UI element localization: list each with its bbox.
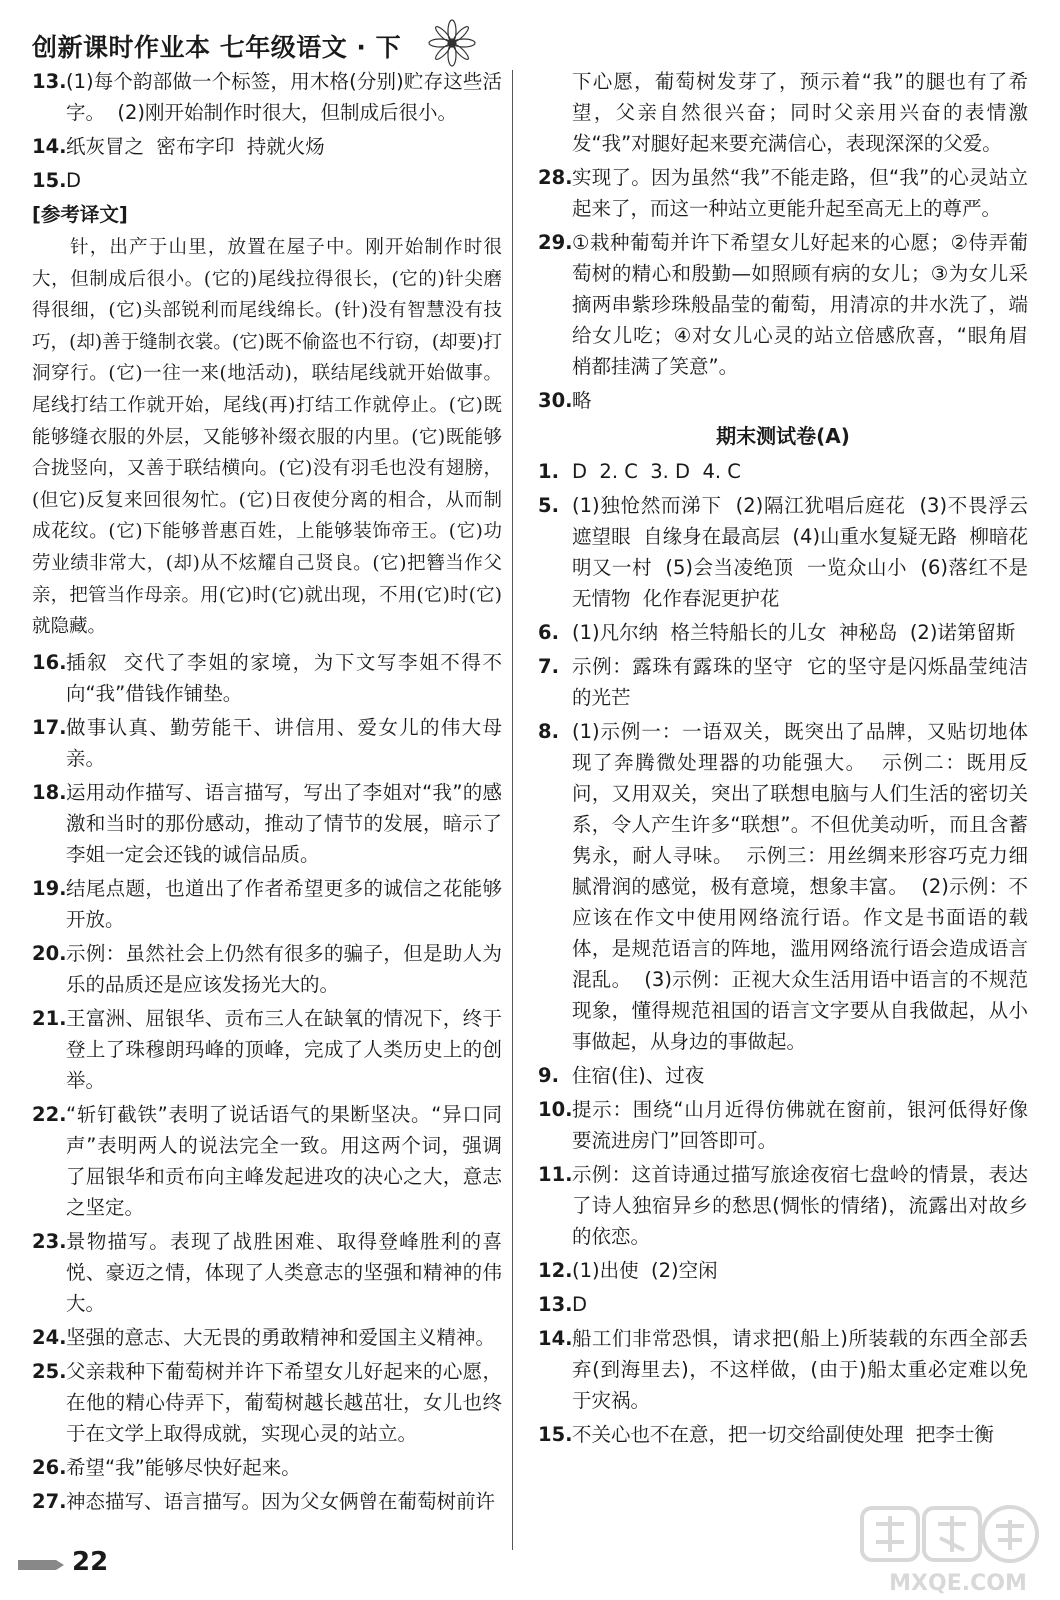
page-number: 22 [72,1547,109,1577]
answer-text: D 2. C 3. D 4. C [572,460,741,483]
answer-text: 纸灰冒之 密布字印 持就火炀 [66,135,325,158]
answer-number: 17. [32,715,67,739]
answer-text: 实现了。因为虽然“我”不能走路，但“我”的心灵站立起来了，而这一种站立更能升起至高无上的尊严。 [572,166,1028,220]
answer-number: 19. [32,876,67,900]
left-items-top [32,66,502,196]
answer-item [538,1289,1028,1320]
answer-text: 住宿(住)、过夜 [572,1064,705,1087]
answer-number: 13. [538,1293,573,1316]
answer-text: 父亲栽种下葡萄树并许下希望女儿好起来的心愿，在他的精心侍弄下，葡萄树越长越茁壮，女儿也终于在文学上取得成就，实现心灵的站立。 [66,1359,502,1445]
answer-item [32,1486,502,1517]
answer-number: 22. [32,1102,67,1126]
answer-item [32,712,502,774]
answer-item [32,1003,502,1096]
answer-text: (1)示例一：一语双关，既突出了品牌，又贴切地体现了奔腾微处理器的功能强大。 示例二：既用反问，又用双关，突出了联想电脑与人们生活的密切关系，令人产生许多“联想”。不但优美动听，而且含蓄隽永，耐人寻味。 示例三：用丝绸来形容巧克力细腻滑润的感觉，极有意境，想象丰富。 (2)示例：不应该在作文中使用网络流行语。作文是书面语的载体，是规范语言的阵地，滥用网络流行语会造成语言混乱。 (3)示例：正视大众生活用语中语言的不规范现象，懂得规范祖国的语言文字要从自我做起，从小事做起，从身边的事做起。 [572,720,1028,1053]
answer-text: 略 [572,389,592,412]
answer-number: 18. [32,780,67,804]
answer-text: 景物描写。表现了战胜困难、取得登峰胜利的喜悦、豪迈之情，体现了人类意志的坚强和精神的伟大。 [66,1229,502,1315]
right-column [538,66,1028,1453]
answer-number: 7. [538,655,559,678]
answer-text: 结尾点题，也道出了作者希望更多的诚信之花能够开放。 [66,876,502,931]
answer-number: 24. [32,1325,67,1349]
answer-item [32,1356,502,1449]
column-divider [512,70,513,1550]
answer-item [32,1099,502,1223]
answer-number: 6. [538,621,559,644]
answer-text: 示例：虽然社会上仍然有很多的骗子，但是助人为乐的品质还是应该发扬光大的。 [66,941,502,996]
section-title: 期末测试卷(A) [716,424,850,448]
answer-item [32,1322,502,1353]
answer-item [538,1255,1028,1286]
answer-text: (1)出使 (2)空闲 [572,1259,718,1282]
answer-text: 插叙 交代了李姐的家境，为下文写李姐不得不向“我”借钱作铺垫。 [66,650,502,705]
answer-text: 做事认真、勤劳能干、讲信用、爱女儿的伟大母亲。 [66,715,502,770]
answer-item [538,1094,1028,1156]
answer-text: (1)独怆然而涕下 (2)隔江犹唱后庭花 (3)不畏浮云遮望眼 自缘身在最高层 (4)山重水复疑无路 柳暗花明又一村 (5)会当凌绝顶 一览众山小 (6)落红不是无情物 化作春泥更护花 [572,494,1028,610]
watermark-logo [858,1502,1048,1597]
flower-icon [422,18,482,68]
answer-item [538,651,1028,713]
answer-number: 12. [538,1259,573,1282]
answer-number: 30. [538,389,573,412]
answer-number: 29. [538,231,573,254]
answer-number: 8. [538,720,559,743]
answer-number: 11. [538,1163,573,1186]
continuation-text: 下心愿，葡萄树发芽了，预示着“我”的腿也有了希望，父亲自然很兴奋；同时父亲用兴奋的表情激发“我”对腿好起来要充满信心，表现深深的父爱。 [572,70,1028,155]
answer-text: D [572,1293,588,1316]
answer-text: (1)每个韵部做一个标签，用木格(分别)贮存这些活字。 (2)刚开始制作时很大，但制成后很小。 [66,70,502,124]
answer-item [538,716,1028,1057]
left-column [32,66,502,1520]
answer-text: 船工们非常恐惧，请求把(船上)所装载的东西全部丢弃(到海里去)，不这样做，(由于)船太重必定难以免于灾祸。 [572,1327,1028,1412]
answer-item [32,131,502,162]
answer-text: 运用动作描写、语言描写，写出了李姐对“我”的感激和当时的那份感动，推动了情节的发展，暗示了李姐一定会还钱的诚信品质。 [66,780,502,866]
answer-number: 14. [538,1327,573,1350]
answer-item [538,227,1028,382]
answer-item [32,1226,502,1319]
answer-text: 示例：这首诗通过描写旅途夜宿七盘岭的情景，表达了诗人独宿异乡的愁思(惆怅的情绪)，流露出对故乡的依恋。 [572,1163,1028,1248]
answer-item [32,938,502,1000]
answer-number: 15. [538,1423,573,1446]
answer-number: 15. [32,169,67,192]
answer-text: “斩钉截铁”表明了说话语气的果断坚决。“异口同声”表明两人的说法完全一致。用这两个词，强调了屈银华和贡布向主峰发起进攻的决心之大，意志之坚定。 [66,1102,502,1219]
answer-text: 不关心也不在意，把一切交给副使处理 把李士衡 [572,1423,994,1446]
answer-text: 王富洲、屈银华、贡布三人在缺氧的情况下，终于登上了珠穆朗玛峰的顶峰，完成了人类历史上的创举。 [66,1006,502,1092]
answer-number: 1. [538,460,559,483]
answer-item [538,1060,1028,1091]
answer-number: 21. [32,1006,67,1030]
answer-number: 26. [32,1455,67,1479]
answer-number: 14. [32,135,67,158]
answer-number: 23. [32,1229,67,1253]
translation-label: [参考译文] [32,203,128,226]
right-items-top [538,162,1028,416]
answer-item [32,777,502,870]
answer-text: ①栽种葡萄并许下希望女儿好起来的心愿；②侍弄葡萄树的精心和殷勤—如照顾有病的女儿；③为女儿采摘两串紫珍珠般晶莹的葡萄，用清凉的井水洗了，端给女儿吃；④对女儿心灵的站立倍感欣喜，“眼角眉梢都挂满了笑意”。 [572,231,1028,378]
answer-text: D [66,169,82,192]
page-header [32,18,592,68]
answer-text: (1)凡尔纳 格兰特船长的儿女 神秘岛 (2)诺第留斯 [572,621,1016,644]
header-title: 创新课时作业本 七年级语文 · 下 [32,33,402,62]
answer-text: 坚强的意志、大无畏的勇敢精神和爱国主义精神。 [66,1325,496,1349]
answer-number: 20. [32,941,67,965]
answer-item [538,490,1028,614]
translation-text: 针，出产于山里，放置在屋子中。刚开始制作时很大，但制成后很小。(它的)尾线拉得很长，(它的)针尖磨得很细，(它)头部锐利而尾线绵长。(针)没有智慧没有技巧，(却)善于缝制衣裳。(它)既不偷盗也不行窃，(却要)打洞穿行。(它)一往一来(地活动)，联结尾线就开始做事。尾线打结工作就开始，尾线(再)打结工作就停止。(它)既能够缝衣服的外层，又能够补缀衣服的内里。(它)既能够合拢竖向，又善于联结横向。(它)没有羽毛也没有翅膀，(但它)反复来回很匆忙。(它)日夜使分离的相合，从而制成花纹。(它)下能够普惠百姓，上能够装饰帝王。(它)功劳业绩非常大，(却)从不炫耀自己贤良。(它)把簪当作父亲，把管当作母亲。用(它)时(它)就出现，不用(它)时(它)就隐藏。 [32,237,502,638]
answer-item [32,647,502,709]
answer-item [32,1452,502,1483]
answer-text: 示例：露珠有露珠的坚守 它的坚守是闪烁晶莹纯洁的光芒 [572,655,1028,709]
answer-item [32,66,502,128]
answer-number: 28. [538,166,573,189]
answer-number: 10. [538,1098,573,1121]
answer-number: 25. [32,1359,67,1383]
answer-item [538,1159,1028,1252]
watermark-site: MXQE.COM [889,1571,1027,1596]
answer-item [538,162,1028,224]
answer-text: 提示：围绕“山月近得仿佛就在窗前，银河低得好像要流进房门”回答即可。 [572,1098,1028,1152]
answer-number: 13. [32,70,67,93]
answer-number: 27. [32,1489,67,1513]
answer-text: 希望“我”能够尽快好起来。 [66,1455,301,1479]
answer-number: 5. [538,494,559,517]
answer-number: 9. [538,1064,559,1087]
answer-text: 神态描写、语言描写。因为父女俩曾在葡萄树前许 [66,1489,496,1513]
arrow-icon [18,1557,66,1573]
answer-item [538,1419,1028,1450]
answer-item [538,617,1028,648]
answer-item [538,385,1028,416]
answer-item [538,456,1028,487]
left-items-bottom [32,647,502,1517]
answer-item [538,1323,1028,1416]
right-items-bottom [538,456,1028,1450]
answer-item [32,873,502,935]
answer-item [32,165,502,196]
answer-number: 16. [32,650,67,674]
